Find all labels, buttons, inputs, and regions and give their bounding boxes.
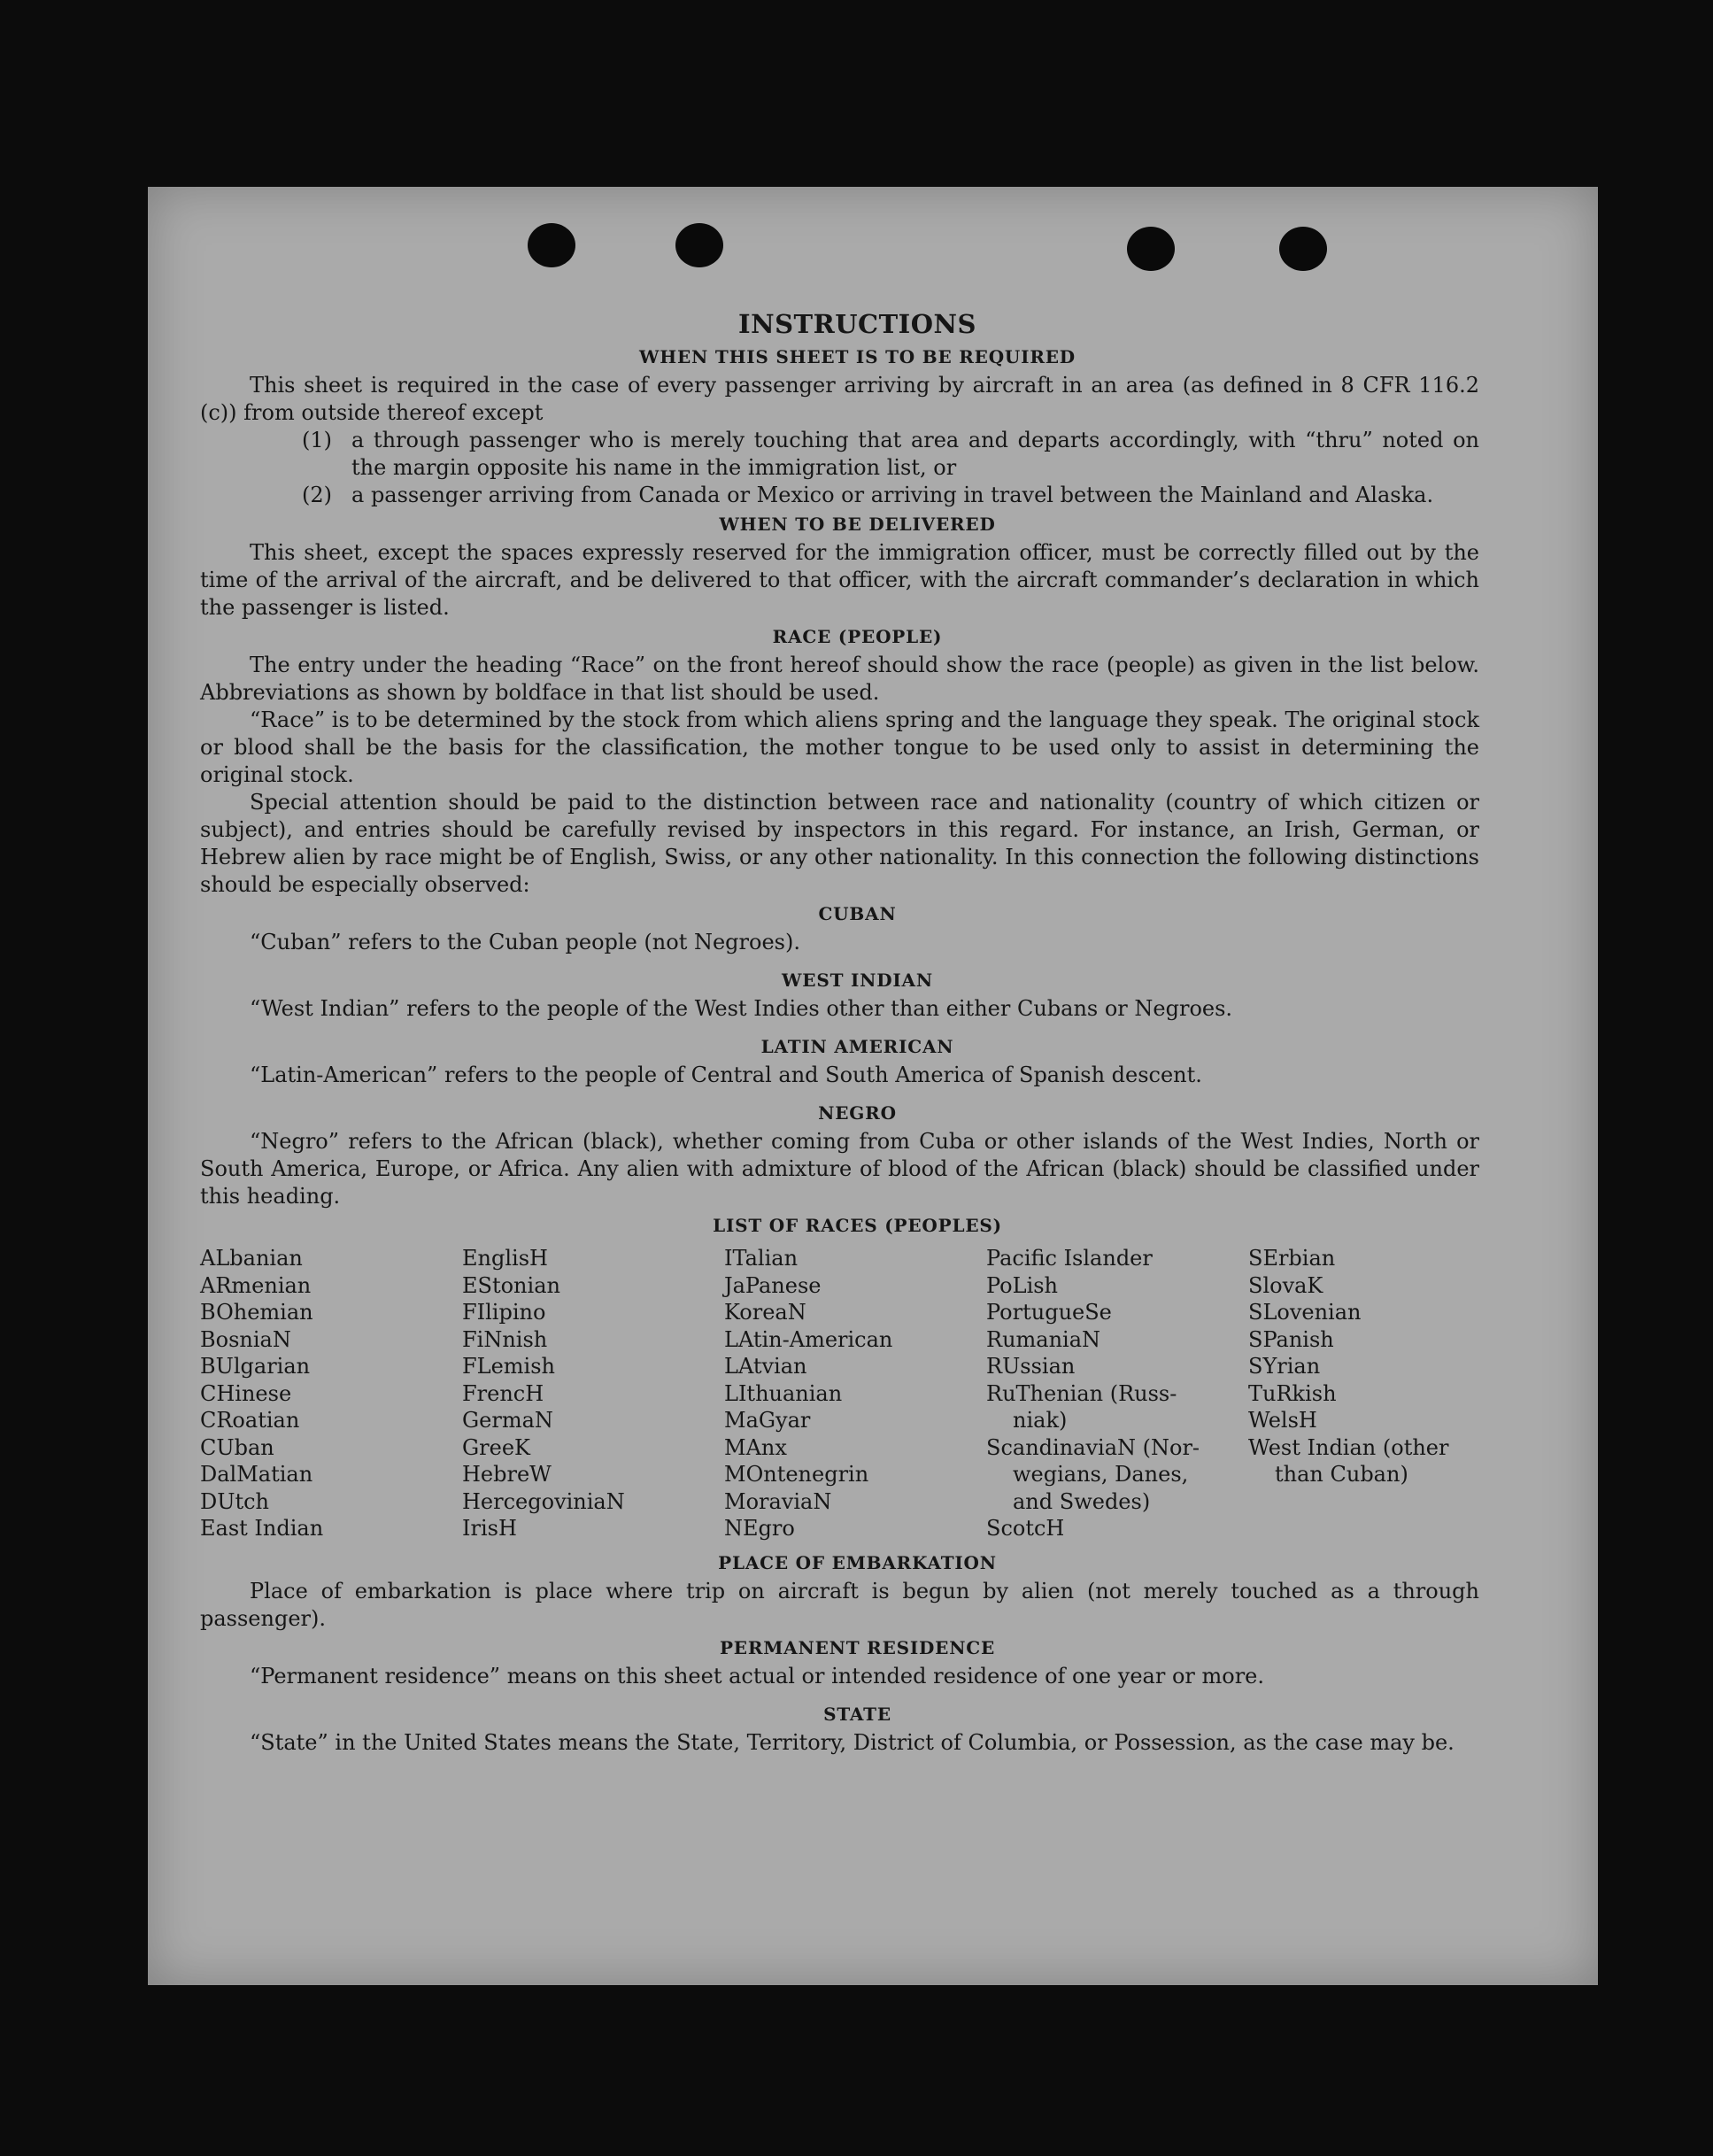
document-sheet [148, 187, 1598, 1985]
embarkation-text: Place of embarkation is place where trip on aircraft is begun by alien (not merely touched as a through passenger). [200, 1578, 1479, 1631]
race-entry: ARmenian [200, 1272, 312, 1298]
punch-hole [675, 223, 723, 267]
races-column [724, 1245, 986, 1542]
race-entry: DUtch [200, 1488, 270, 1514]
race-entry: BOhemian [200, 1300, 313, 1325]
heading-west-indian: WEST INDIAN [782, 970, 933, 991]
race-entry-continued: than Cuban) [1275, 1462, 1408, 1487]
heading-when-required: WHEN THIS SHEET IS TO BE REQUIRED [639, 346, 1076, 367]
race-entry: SYrian [1248, 1354, 1321, 1379]
race-entry: FrencH [462, 1380, 544, 1406]
race-entry: FIlipino [462, 1300, 546, 1325]
race-entry-continued: niak) [1013, 1408, 1068, 1433]
race-entry: PoLish [986, 1272, 1059, 1298]
race-entry: MaGyar [724, 1408, 811, 1433]
race-paragraph: “Race” is to be determined by the stock from which aliens spring and the language they speak. The original stock or blood shall be the basis for the classification, the mother tongue to be used only to assist in determining the original stock. [200, 707, 1479, 787]
race-entry-continued: wegians, Danes, [1013, 1462, 1189, 1487]
race-entry: LIthuanian [724, 1380, 843, 1406]
race-entry: CRoatian [200, 1408, 300, 1433]
west-indian-text: “West Indian” refers to the people of the West Indies other than either Cubans or Negroes. [250, 996, 1233, 1021]
heading-cuban: CUBAN [818, 903, 897, 924]
residence-text: “Permanent residence” means on this sheet actual or intended residence of one year or more. [250, 1663, 1264, 1688]
race-entry: FiNnish [462, 1326, 548, 1352]
punch-hole [528, 223, 575, 267]
race-entry: SPanish [1248, 1326, 1334, 1352]
race-entry: GermaN [462, 1408, 553, 1433]
races-column [200, 1245, 462, 1542]
item-text: a through passenger who is merely touching that area and departs accordingly, with “thru” noted on the margin opposite his name in the immigration list, or [351, 428, 1479, 480]
races-column [462, 1245, 724, 1542]
race-paragraph: The entry under the heading “Race” on the front hereof should show the race (people) as given in the list below. Abbreviations as shown by boldface in that list should be used. [200, 653, 1479, 705]
race-entry: East Indian [200, 1516, 324, 1541]
race-entry: SlovaK [1248, 1272, 1323, 1298]
when-delivered-text: This sheet, except the spaces expressly reserved for the immigration officer, must be correctly filled out by the time of the arrival of the aircraft, and be delivered to that officer, with the aircraft commander’s declaration in which the passenger is listed. [200, 540, 1479, 620]
race-entry: LAtvian [724, 1354, 807, 1379]
race-entry: TuRkish [1248, 1380, 1337, 1406]
race-entry: MOntenegrin [724, 1462, 869, 1487]
race-entry: RuThenian (Russ- [986, 1380, 1177, 1406]
race-entry: SErbian [1248, 1246, 1336, 1271]
race-entry: BosniaN [200, 1326, 291, 1352]
heading-state: STATE [823, 1703, 891, 1725]
state-text: “State” in the United States means the State, Territory, District of Columbia, or Possession, as the case may be. [250, 1729, 1455, 1755]
race-entry: BUlgarian [200, 1354, 311, 1379]
race-entry: ScandinaviaN (Nor- [986, 1434, 1200, 1460]
heading-race: RACE (PEOPLE) [772, 626, 943, 647]
instructions-content [200, 306, 1479, 1757]
race-entry: EnglisH [462, 1246, 548, 1271]
race-entry: EStonian [462, 1272, 560, 1298]
heading-permanent-residence: PERMANENT RESIDENCE [719, 1636, 996, 1658]
race-entry: ITalian [724, 1246, 799, 1271]
race-entry: PortugueSe [986, 1300, 1112, 1325]
race-entry: HebreW [462, 1462, 552, 1487]
race-entry: MAnx [724, 1434, 787, 1460]
cuban-text: “Cuban” refers to the Cuban people (not Negroes). [250, 930, 800, 954]
race-entry: DalMatian [200, 1462, 313, 1487]
race-entry: WelsH [1248, 1408, 1317, 1433]
races-column [986, 1245, 1248, 1542]
negro-text: “Negro” refers to the African (black), whether coming from Cuba or other islands of the West Indies, North or South America, Europe, or Africa. Any alien with admixture of blood of the African (black) should be classified under this heading. [200, 1129, 1479, 1209]
race-entry: HercegoviniaN [462, 1488, 625, 1514]
heading-latin-american: LATIN AMERICAN [760, 1036, 954, 1057]
race-entry: IrisH [462, 1516, 517, 1541]
item-text: a passenger arriving from Canada or Mexico or arriving in travel between the Mainland and Alaska. [351, 483, 1434, 507]
race-entry: FLemish [462, 1354, 555, 1379]
race-entry: ALbanian [200, 1246, 303, 1271]
punch-hole [1127, 227, 1175, 271]
latin-american-text: “Latin-American” refers to the people of Central and South America of Spanish descent. [250, 1063, 1202, 1087]
races-table [200, 1245, 1479, 1542]
race-entry: MoraviaN [724, 1488, 832, 1514]
race-entry: JaPanese [724, 1272, 822, 1298]
race-entry: West Indian (other [1248, 1434, 1449, 1460]
heading-list-of-races: LIST OF RACES (PEOPLES) [713, 1215, 1002, 1236]
race-entry: KoreaN [724, 1300, 806, 1325]
race-entry: CHinese [200, 1380, 292, 1406]
punch-hole [1279, 227, 1327, 271]
item-number: (1) [302, 428, 332, 452]
race-entry-continued: and Swedes) [1013, 1488, 1151, 1514]
race-entry: RUssian [986, 1354, 1076, 1379]
race-entry: LAtin-American [724, 1326, 893, 1352]
heading-when-delivered: WHEN TO BE DELIVERED [719, 514, 996, 535]
race-entry: RumaniaN [986, 1326, 1101, 1352]
race-entry: NEgro [724, 1516, 795, 1541]
heading-embarkation: PLACE OF EMBARKATION [718, 1551, 997, 1573]
list-item [200, 427, 1479, 482]
page-title: INSTRUCTIONS [738, 309, 976, 339]
race-paragraph: Special attention should be paid to the distinction between race and nationality (country of which citizen or subject), and entries should be carefully revised by inspectors in this regard. For instance, an Irish, German, or Hebrew alien by race might be of English, Swiss, or any other nationality. In this connection the following distinctions should be especially observed: [200, 790, 1479, 897]
list-item [200, 482, 1479, 509]
race-entry: ScotcH [986, 1516, 1065, 1541]
race-entry: SLovenian [1248, 1300, 1362, 1325]
race-entry: CUban [200, 1434, 274, 1460]
when-required-intro: This sheet is required in the case of every passenger arriving by aircraft in an area (as defined in 8 CFR 116.2 (c)) from outside thereof except [200, 373, 1479, 425]
races-column [1248, 1245, 1479, 1542]
heading-negro: NEGRO [818, 1102, 897, 1124]
race-entry: GreeK [462, 1434, 530, 1460]
race-entry: Pacific Islander [986, 1246, 1153, 1271]
item-number: (2) [302, 483, 332, 507]
